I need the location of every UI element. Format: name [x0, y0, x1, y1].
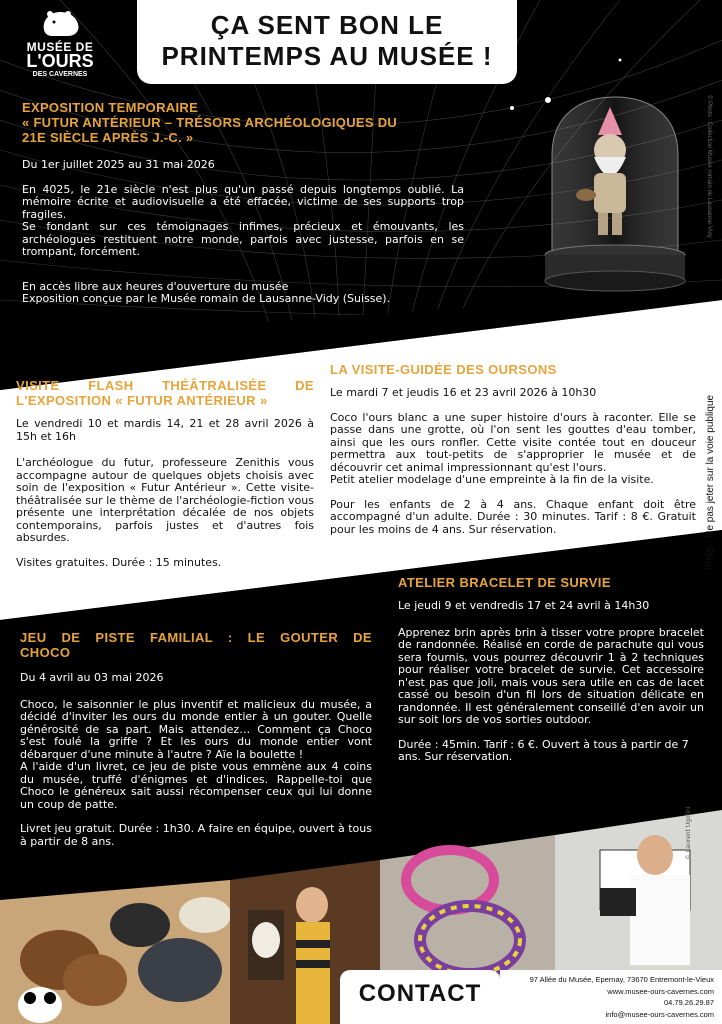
oursons-heading: LA VISITE-GUIDÉE DES OURSONS	[330, 362, 557, 377]
website-link[interactable]: www.musee-ours-cavernes.com	[607, 986, 714, 996]
bracelet-paragraph: Apprenez brin après brin à tisser votre propre bracelet de randonnée. Réalisé en corde de parachute qui vous sera fournis, vous pourrez découvrir 1 à 2 techniques pour réaliser votre bracelet de survie. Cet accessoire n'est pas que joli, mais vous sera utile en cas de lacet cassé ou besoin d'un fil lors de situation délicate en randonnée. Il est généralement conseillé d'en avoir un sur soit lors de vos sorties outdoor.	[398, 625, 704, 726]
oursons-section	[330, 362, 696, 536]
flash-practical: Visites gratuites. Durée : 15 minutes.	[16, 555, 222, 569]
treasure-hunt-practical: Livret jeu gratuit. Durée : 1h30. A faire en équipe, ouvert à tous à partir de 8 ans.	[20, 822, 372, 848]
page-title	[137, 10, 517, 72]
oursons-paragraph: Petit atelier modelage d'une empreinte à la fin de la visite.	[330, 473, 654, 486]
exhibition-paragraph: En 4025, le 21e siècle n'est plus qu'un passé depuis longtemps oublié. La mémoire écrite et audiovisuelle a été effacée, victime de ses supports trop fragiles.	[22, 182, 464, 221]
treasure-hunt-heading-line2: CHOCO	[20, 645, 71, 660]
contact-info	[500, 974, 714, 1020]
title-line1: ÇA SENT BON LE	[210, 10, 444, 40]
photo-credit-text: © Photo : Collection Musée romain de Lausanne-Vidy	[706, 95, 712, 238]
exhibition-paragraph: Se fondant sur ces témoignages infimes, précieux et émouvants, les archéologues restituent notre monde, parfois avec justesse, parfois en se trompant, forcément.	[22, 220, 464, 258]
laurent-ugolini-credit: © Laurent Ugolini	[685, 806, 692, 860]
bear-logo-icon	[38, 8, 82, 40]
photo-credit	[700, 95, 714, 275]
flash-dates: Le vendredi 10 et mardis 14, 21 et 28 avril 2026 à 15h et 16h	[16, 417, 314, 443]
flash-visit-section	[16, 378, 314, 569]
oursons-dates: Le mardi 7 et jeudis 16 et 23 avril 2026 à 10h30	[330, 386, 597, 399]
flash-heading-line1: VISITE FLASH THÉÂTRALISÉE DE	[16, 378, 314, 393]
flash-heading-line2: L'EXPOSITION « FUTUR ANTÉRIEUR »	[16, 393, 268, 408]
bracelet-dates: Le jeudi 9 et vendredis 17 et 24 avril à 14h30	[398, 599, 650, 612]
contact-box	[340, 970, 500, 1024]
exhibition-heading-line3: 21E SIÈCLE APRÈS J.-C. »	[22, 130, 194, 145]
museum-logo	[20, 8, 100, 86]
legal-notice-text: IPNS - Ne pas jeter sur la voie publique	[705, 394, 716, 570]
title-banner	[137, 0, 517, 84]
exhibition-credit: Exposition conçue par le Musée romain de Lausanne-Vidy (Suisse).	[22, 292, 391, 305]
logo-text-line1: MUSÉE DE	[26, 40, 94, 54]
treasure-hunt-heading-line1: JEU DE PISTE FAMILIAL : LE GOUTER DE	[20, 630, 372, 645]
flash-heading	[16, 378, 314, 408]
exhibition-heading-line2: « FUTUR ANTÉRIEUR – TRÉSORS ARCHÉOLOGIQUES DU	[22, 115, 398, 130]
treasure-hunt-paragraph: A l'aide d'un livret, ce jeu de piste vous emmène aux 4 coins du musée, truffé d'énigmes et d'indices. Rappelle-toi que Choco le généreux sait aussi récompenser ceux qui lui donne un coup de patte.	[20, 760, 372, 811]
exhibition-heading-line1: EXPOSITION TEMPORAIRE	[22, 100, 199, 115]
bracelet-workshop-section	[398, 575, 704, 764]
logo-text-line2: L'OURS	[26, 51, 94, 71]
exhibition-section	[22, 100, 464, 306]
address: 97 Allée du Musée, Epernay, 73670 Entremont-le-Vieux	[529, 975, 714, 984]
exhibition-heading	[22, 100, 464, 145]
treasure-hunt-paragraph: Choco, le saisonnier le plus inventif et malicieux du musée, a décidé d'inviter les ours du monde entier à un gouter. Quelle générosité de sa part. Mais attendez… Comment ça Choco s'est foulé la griffe ? Et les ours du monde entier vont débarquer d'une minute à l'autre ? Aïe la boulette !	[20, 697, 372, 761]
bracelet-heading: ATELIER BRACELET DE SURVIE	[398, 575, 611, 590]
treasure-hunt-dates: Du 4 avril au 03 mai 2026	[20, 671, 164, 684]
contact-label: CONTACT	[358, 980, 482, 1007]
phone-number[interactable]: 04.79.26.29.87	[663, 998, 714, 1007]
bears-illustration	[0, 880, 231, 1024]
legal-notice	[705, 300, 719, 580]
treasure-hunt-heading	[20, 630, 372, 660]
logo-text-line3: DES CAVERNES	[32, 71, 88, 78]
title-line2: PRINTEMPS AU MUSÉE !	[161, 41, 493, 71]
oursons-practical: Pour les enfants de 2 à 4 ans. Chaque enfant doit être accompagné d'un adulte. Durée : 30 minutes. Tarif : 8 €. Gratuit pour les moins de 4 ans. Sur réservation.	[330, 497, 696, 536]
email-link[interactable]: info@musee-ours-cavernes.com	[605, 1009, 714, 1019]
exhibition-dates: Du 1er juillet 2025 au 31 mai 2026	[22, 158, 215, 171]
oursons-paragraph: Coco l'ours blanc a une super histoire d'ours à raconter. Elle se passe dans une grotte, où l'on sent les gouttes d'eau tomber, ainsi que les ours ronfler. Cette visite contée tout en douceur permettra aux tout-petits de s'approprier le musée et de découvrir cet animal impressionnant qu'est l'ours.	[330, 410, 696, 474]
bracelet-practical: Durée : 45min. Tarif : 6 €. Ouvert à tous à partir de 7 ans. Sur réservation.	[398, 737, 689, 763]
flash-paragraph: L'archéologue du futur, professeure Zenithis vous accompagne autour de quelques objets choisis avec soin de l'exposition « Futur Antérieur ». Cette visite-théâtralisée sur le thème de l'archéologie-fiction vous présente une interprétation décalée de nos objets contemporains, parfois justes et d'autres fois absurdes.	[16, 456, 314, 544]
exhibition-access: En accès libre aux heures d'ouverture du musée	[22, 279, 289, 293]
glass-dome-gnome-image	[540, 95, 690, 295]
